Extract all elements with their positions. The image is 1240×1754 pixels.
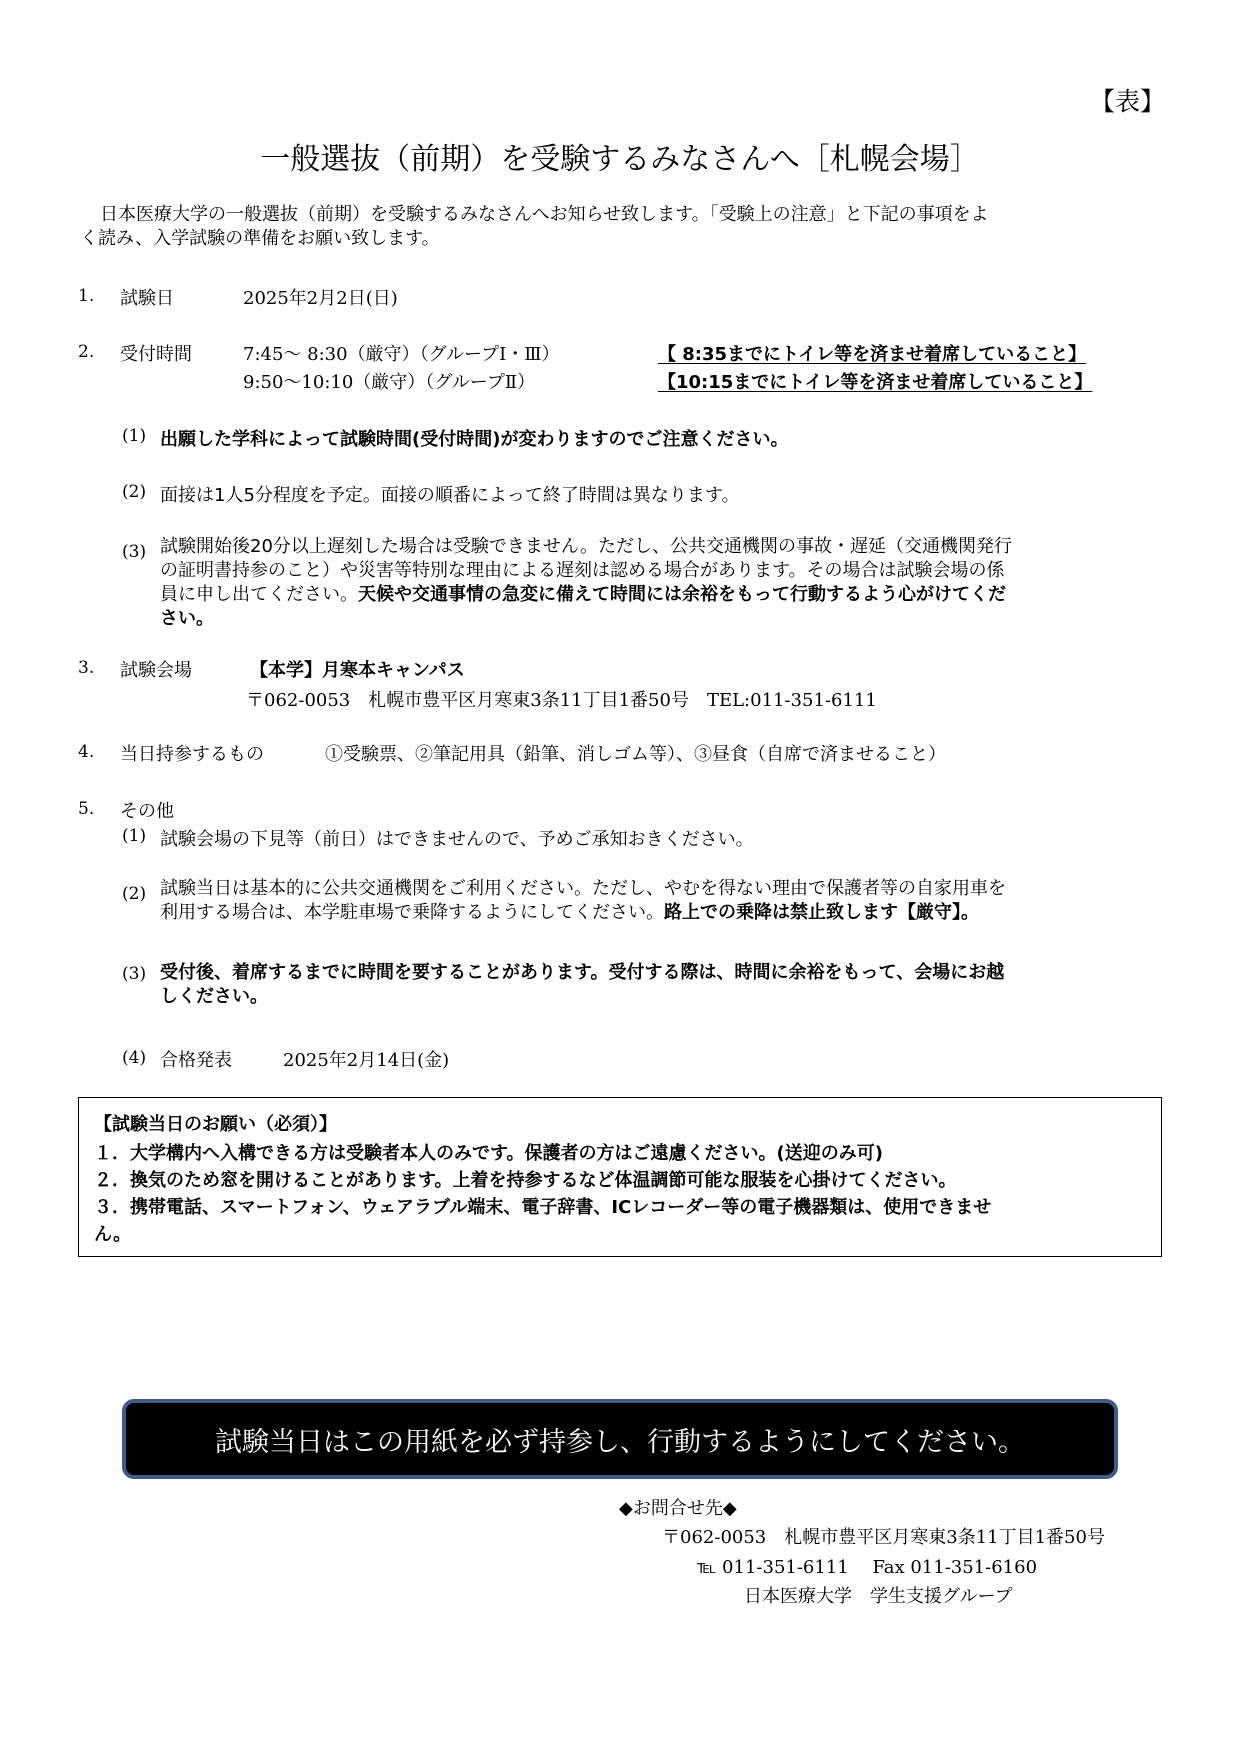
page-title: 一般選抜（前期）を受験するみなさんへ［札幌会場］ (260, 142, 980, 177)
intro-line-2: く読み、入学試験の準備をお願い致します。 (80, 228, 440, 249)
note-2-2-number: (2) (122, 482, 147, 502)
note-2-2: 面接は1人5分程度を予定。面接の順番によって終了時間は異なります。 (160, 485, 740, 506)
contact-heading: ◆お問合せ先◆ (619, 1498, 737, 1519)
venue-name: 【本学】月寒本キャンパス (250, 660, 465, 681)
section-5-label: その他 (120, 801, 174, 822)
section-1-number: 1. (78, 286, 95, 306)
note-2-1-number: (1) (122, 426, 147, 446)
page-tag: 【表】 (1090, 87, 1166, 116)
note-5-3-number: (3) (122, 964, 147, 984)
request-item-1: １．大学構内へ入構できる方は受験者本人のみです。保護者の方はご遠慮ください。(送迎のみ可) (94, 1143, 884, 1164)
section-5-number: 5. (78, 799, 95, 819)
note-5-2-line-2b: 路上での乗降は禁止致します【厳守】。 (664, 902, 979, 923)
bring-this-sheet-banner (122, 1399, 1118, 1479)
seat-deadline-1: 【 8:35までにトイレ等を済ませ着席していること】 (658, 344, 1087, 365)
exam-date: 2025年2月2日(日) (243, 288, 398, 309)
note-5-3-line-2: しください。 (160, 986, 268, 1007)
section-1-label: 試験日 (120, 288, 174, 309)
section-4-label: 当日持参するもの (120, 744, 264, 765)
request-item-3-line-2: ん。 (94, 1224, 132, 1245)
note-5-3-line-1: 受付後、着席するまでに時間を要することがあります。受付する際は、時間に余裕をもって、会場にお越 (160, 962, 1005, 983)
section-2-label: 受付時間 (120, 344, 192, 365)
note-2-3-line-2: の証明書持参のこと）や災害等特別な理由による遅刻は認める場合があります。その場合は試験会場の係 (160, 560, 1005, 581)
section-3-number: 3. (78, 658, 95, 678)
contact-address: 〒062-0053 札幌市豊平区月寒東3条11丁目1番50号 (662, 1527, 1105, 1548)
note-5-2-line-2a: 利用する場合は、本学駐車場で乗降するようにしてください。 (160, 902, 664, 923)
reception-time-group-2: 9:50～10:10（厳守）（グループⅡ） (243, 372, 536, 393)
note-5-2-line-2 (160, 898, 979, 924)
intro-line-1: 日本医療大学の一般選抜（前期）を受験するみなさんへお知らせ致します。「受験上の注意」と下記の事項をよ (100, 204, 989, 225)
contact-phone-fax: ℡ 011-351-6111 Fax 011-351-6160 (697, 1557, 1038, 1578)
note-2-3-line-1: 試験開始後20分以上遅刻した場合は受験できません。ただし、公共交通機関の事故・遅延（交通機関発行 (160, 536, 1012, 557)
section-3-label: 試験会場 (120, 660, 192, 681)
contact-organization: 日本医療大学 学生支援グループ (744, 1586, 1013, 1607)
section-2-number: 2. (78, 342, 95, 362)
reception-time-group-1-3: 7:45～ 8:30（厳守）（グループⅠ・Ⅲ） (243, 344, 560, 365)
request-item-3-line-1: ３．携帯電話、スマートフォン、ウェアラブル端末、電子辞書、ICレコーダー等の電子機器類は、使用できませ (94, 1197, 992, 1218)
banner-text: 試験当日はこの用紙を必ず持参し、行動するようにしてください。 (215, 1426, 1025, 1458)
note-2-3-line-3b: 天候や交通事情の急変に備えて時間には余裕をもって行動するよう心がけてくだ (358, 584, 1006, 605)
note-2-1: 出願した学科によって試験時間(受付時間)が変わりますのでご注意ください。 (160, 429, 789, 450)
note-2-3-number: (3) (122, 542, 147, 562)
note-5-1: 試験会場の下見等（前日）はできませんので、予めご承知おきください。 (160, 829, 754, 850)
requests-title: 【試験当日のお願い（必須）】 (94, 1114, 337, 1135)
request-item-2: ２．換気のため窓を開けることがあります。上着を持参するなど体温調節可能な服装を心掛けてください。 (94, 1170, 957, 1191)
results-date: 2025年2月14日(金) (283, 1050, 450, 1071)
items-to-bring: ①受験票、②筆記用具（鉛筆、消しゴム等）、③昼食（自席で済ませること） (325, 744, 946, 765)
section-4-number: 4. (78, 742, 95, 762)
venue-address: 〒062-0053 札幌市豊平区月寒東3条11丁目1番50号 TEL:011-351-6111 (246, 690, 877, 711)
note-2-3-line-3 (160, 580, 1006, 606)
seat-deadline-2: 【10:15までにトイレ等を済ませ着席していること】 (658, 372, 1093, 393)
note-5-2-line-1: 試験当日は基本的に公共交通機関をご利用ください。ただし、やむを得ない理由で保護者等の自家用車を (160, 878, 1006, 899)
note-2-3-line-4: さい。 (160, 608, 214, 629)
note-5-2-number: (2) (122, 884, 147, 904)
note-5-1-number: (1) (122, 826, 147, 846)
note-5-4-number: (4) (122, 1048, 147, 1068)
results-label: 合格発表 (160, 1050, 232, 1071)
note-2-3-line-3a: 員に申し出てください。 (160, 584, 358, 605)
